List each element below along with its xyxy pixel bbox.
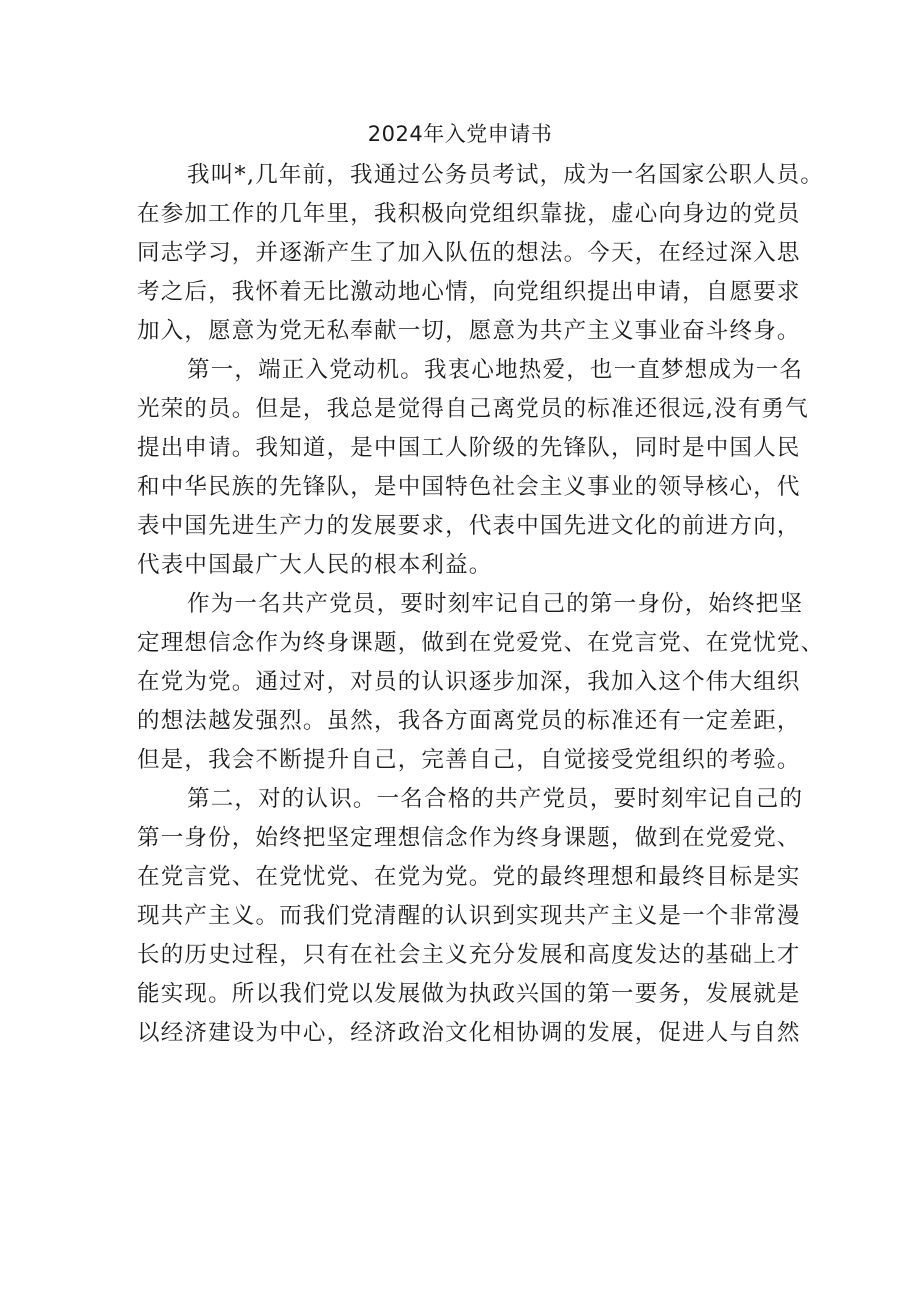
text-line: 第一，端正入党动机。我衷心地热爱，也一直梦想成为一名 [187,357,804,383]
text-line: 的想法越发强烈。虽然，我各方面离党员的标准还有一定差距， [137,708,801,734]
text-line: 在党为党。通过对，对员的认识逐步加深，我加入这个伟大组织 [137,669,801,695]
text-line: 和中华民族的先锋队，是中国特色社会主义事业的领导核心，代 [137,474,801,500]
text-line: 现共产主义。而我们党清醒的认识到实现共产主义是一个非常漫 [137,903,801,929]
text-line: 考之后，我怀着无比激动地心情，向党组织提出申请，自愿要求 [137,279,801,305]
text-line: 表中国先进生产力的发展要求，代表中国先进文化的前进方向， [137,513,801,539]
document-title: 2024年入党申请书 [367,122,553,146]
text-line: 同志学习，并逐渐产生了加入队伍的想法。今天，在经过深入思 [137,240,801,266]
text-line: 定理想信念作为终身课题，做到在党爱党、在党言党、在党忧党、 [137,630,825,656]
text-line: 提出申请。我知道，是中国工人阶级的先锋队，同时是中国人民 [137,435,801,461]
text-line: 在参加工作的几年里，我积极向党组织靠拢，虚心向身边的党员 [137,201,801,227]
text-line: 我叫*,几年前，我通过公务员考试，成为一名国家公职人员。 [187,162,825,188]
text-line: 光荣的员。但是，我总是觉得自己离党员的标准还很远,没有勇气 [137,396,809,422]
text-line: 以经济建设为中心，经济政治文化相协调的发展，促进人与自然 [137,1020,801,1046]
text-line: 加入，愿意为党无私奉献一切，愿意为共产主义事业奋斗终身。 [137,318,801,344]
text-line: 但是，我会不断提升自己，完善自己，自觉接受党组织的考验。 [137,747,801,773]
text-line: 能实现。所以我们党以发展做为执政兴国的第一要务，发展就是 [137,981,801,1007]
text-line: 第一身份，始终把坚定理想信念作为终身课题，做到在党爱党、 [137,825,801,851]
text-line: 长的历史过程，只有在社会主义充分发展和高度发达的基础上才 [137,942,801,968]
text-line: 作为一名共产党员，要时刻牢记自己的第一身份，始终把坚 [187,591,804,617]
text-line: 代表中国最广大人民的根本利益。 [137,552,493,578]
text-line: 第二，对的认识。一名合格的共产党员，要时刻牢记自己的 [187,786,804,812]
document-body [137,156,825,1053]
text-line: 在党言党、在党忧党、在党为党。党的最终理想和最终目标是实 [137,864,801,890]
